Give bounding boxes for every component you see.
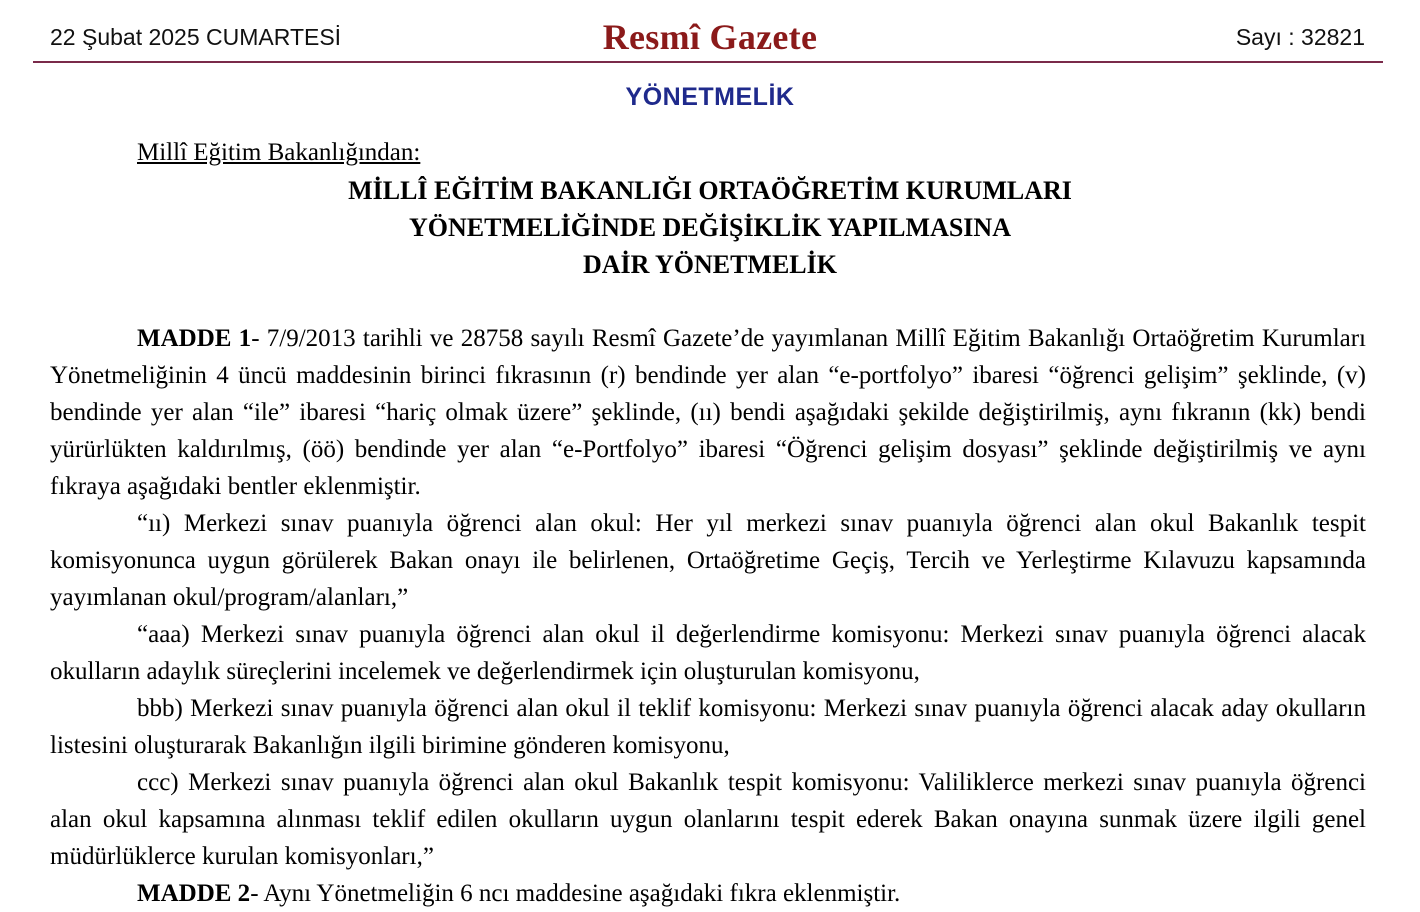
- clause-aaa: “aaa) Merkezi sınav puanıyla öğrenci alan okul il değerlendirme komisyonu: Merkezi sınav puanıyla öğrenci alacak okulların adaylık süreçlerini incelemek ve değerlendirmek için oluşturulan komisyonu,: [50, 621, 1366, 685]
- issuing-authority: Millî Eğitim Bakanlığından:: [137, 139, 421, 166]
- header-divider: [33, 61, 1383, 63]
- regulation-title-line: YÖNETMELİĞİNDE DEĞİŞİKLİK YAPILMASINA: [409, 213, 1011, 242]
- regulation-body: [50, 320, 1366, 912]
- article-2-text: - Aynı Yönetmeliğin 6 ncı maddesine aşağıdaki fıkra eklenmiştir.: [250, 880, 901, 907]
- article-2-label: MADDE 2: [137, 880, 251, 907]
- clause-ccc: ccc) Merkezi sınav puanıyla öğrenci alan okul Bakanlık tespit komisyonu: Valiliklerce merkezi sınav puanıyla öğrenci alan okul kapsamına alınması teklif edilen okulların uygun olanlarını tespit ederek Bakan onayına sunmak üzere ilgili genel müdürlüklerce kurulan komisyonları,”: [50, 769, 1366, 870]
- clause-ii: “ıı) Merkezi sınav puanıyla öğrenci alan okul: Her yıl merkezi sınav puanıyla öğrenci alan okul Bakanlık tespit komisyonunca uygun görülerek Bakan onayı ile belirlenen, Ortaöğretime Geçiş, Tercih ve Yerleştirme Kılavuzu kapsamında yayımlanan okul/program/alanları,”: [50, 510, 1366, 611]
- gazette-header: [0, 0, 1420, 66]
- article-2: [50, 875, 1366, 912]
- gazette-title: Resmî Gazete: [602, 17, 818, 57]
- regulation-title-line: DAİR YÖNETMELİK: [582, 250, 837, 279]
- issue-date: 22 Şubat 2025 CUMARTESİ: [50, 24, 342, 50]
- section-label: YÖNETMELİK: [625, 83, 795, 111]
- clause-bbb: bbb) Merkezi sınav puanıyla öğrenci alan okul il teklif komisyonu: Merkezi sınav puanıyla öğrenci alacak aday okulların listesini oluşturarak Bakanlığın ilgili birimine gönderen komisyonu,: [50, 695, 1366, 759]
- article-1-text: - 7/9/2013 tarihli ve 28758 sayılı Resmî Gazete’de yayımlanan Millî Eğitim Bakanlığı Ortaöğretim Kurumları Yönetmeliğinin 4 üncü maddesinin birinci fıkrasının (r) bendinde yer alan “e-portfolyo” ibaresi “öğrenci gelişim” şeklinde, (v) bendinde yer alan “ile” ibaresi “hariç olmak üzere” şeklinde, (ıı) bendi aşağıdaki şekilde değiştirilmiş, aynı fıkranın (kk) bendi yürürlükten kaldırılmış, (öö) bendinde yer alan “e-Portfolyo” ibaresi “Öğrenci gelişim dosyası” şeklinde değiştirilmiş ve aynı fıkraya aşağıdaki bentler eklenmiştir.: [50, 325, 1367, 500]
- regulation-title-line: MİLLÎ EĞİTİM BAKANLIĞI ORTAÖĞRETİM KURUMLARI: [348, 176, 1072, 205]
- regulation-title: [0, 172, 1420, 283]
- article-1: [50, 320, 1366, 505]
- issue-number: Sayı : 32821: [1235, 24, 1365, 50]
- article-1-label: MADDE 1: [137, 325, 252, 352]
